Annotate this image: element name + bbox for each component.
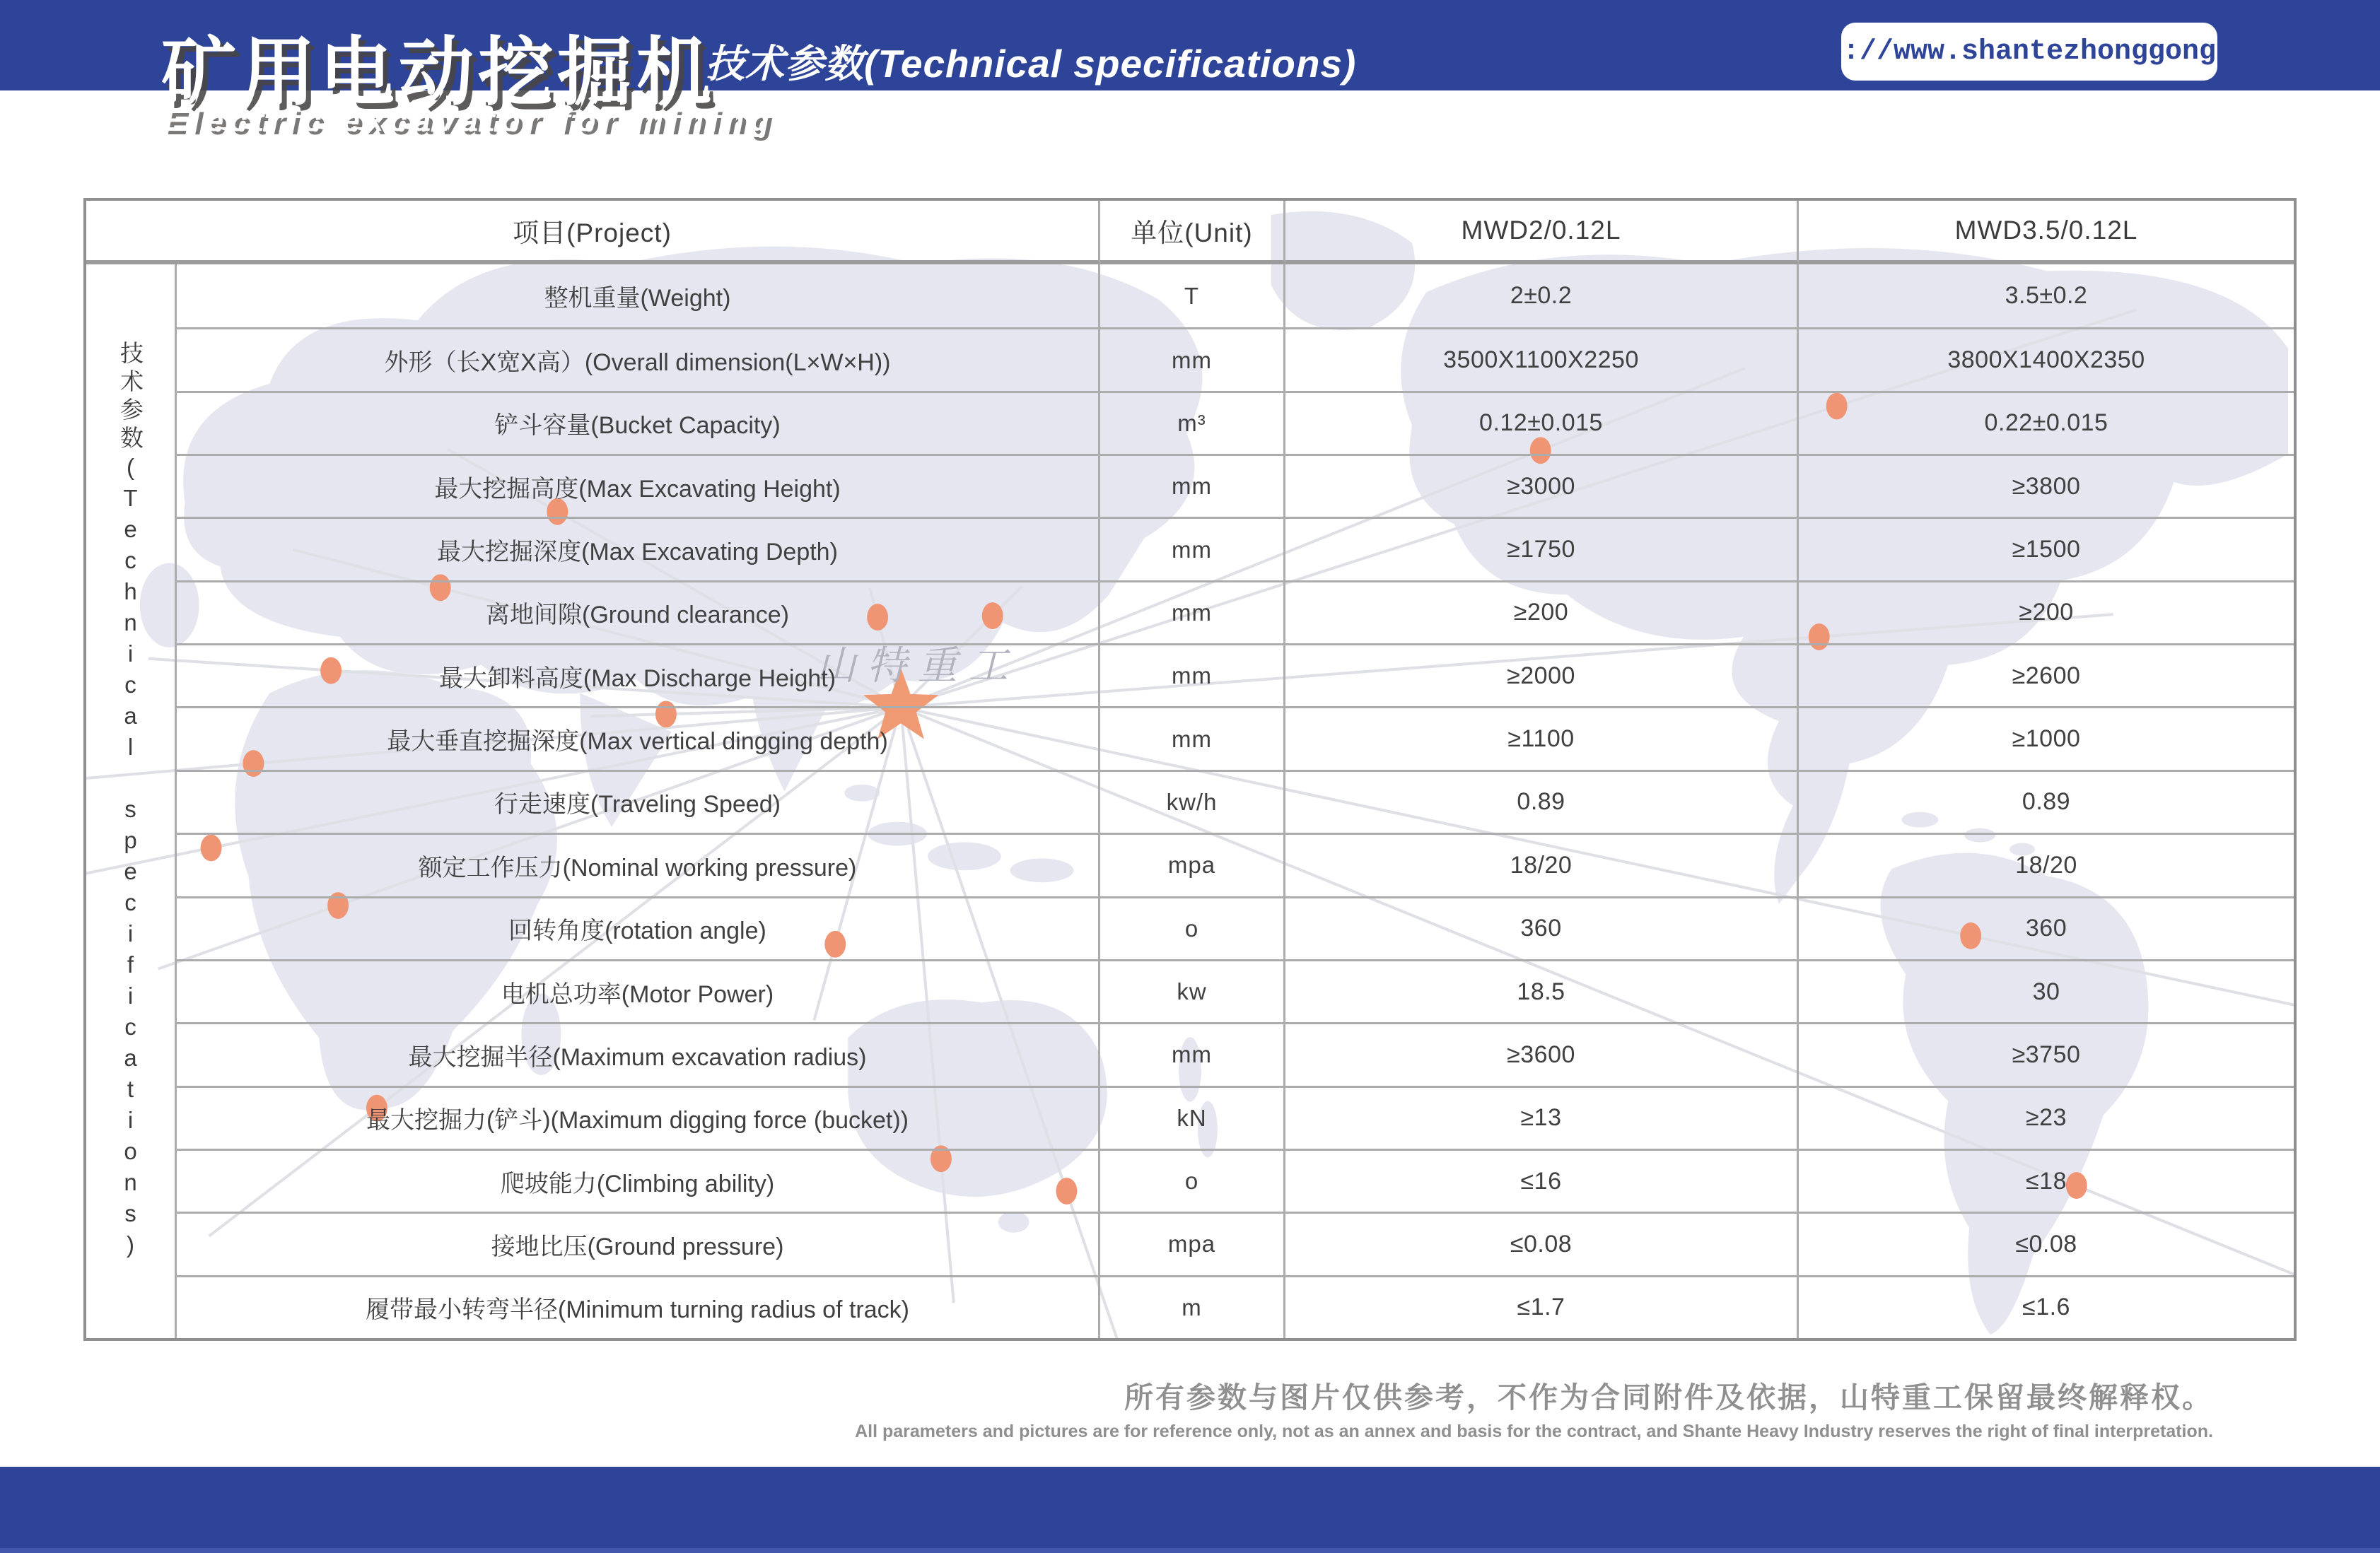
row-label-17: 履带最小转弯半径(Minimum turning radius of track) bbox=[177, 1275, 1100, 1338]
row-label-11: 回转角度(rotation angle) bbox=[177, 896, 1100, 959]
disclaimer-cn: 所有参数与图片仅供参考，不作为合同附件及依据，山特重工保留最终解释权。 bbox=[1124, 1381, 2213, 1414]
row-unit-6: mm bbox=[1100, 580, 1285, 643]
col-header-model-mwd2: MWD2/0.12L bbox=[1285, 201, 1799, 264]
row-value-mwd2-14: ≥13 bbox=[1285, 1086, 1799, 1149]
row-unit-4: mm bbox=[1100, 454, 1285, 517]
row-unit-14: kN bbox=[1100, 1086, 1285, 1149]
side-label-cell bbox=[86, 264, 177, 1338]
row-value-mwd35-9: 0.89 bbox=[1799, 770, 2294, 833]
row-unit-2: mm bbox=[1100, 327, 1285, 390]
row-value-mwd2-2: 3500X1100X2250 bbox=[1285, 327, 1799, 390]
row-label-15: 爬坡能力(Climbing ability) bbox=[177, 1149, 1100, 1212]
row-value-mwd2-12: 18.5 bbox=[1285, 959, 1799, 1022]
row-label-9: 行走速度(Traveling Speed) bbox=[177, 770, 1100, 833]
row-unit-10: mpa bbox=[1100, 833, 1285, 896]
row-unit-16: mpa bbox=[1100, 1212, 1285, 1274]
row-unit-13: mm bbox=[1100, 1022, 1285, 1085]
section-title: 技术参数(Technical specifications) bbox=[706, 42, 1357, 86]
row-value-mwd35-8: ≥1000 bbox=[1799, 706, 2294, 769]
row-value-mwd2-8: ≥1100 bbox=[1285, 706, 1799, 769]
row-unit-3: m³ bbox=[1100, 391, 1285, 454]
row-value-mwd35-4: ≥3800 bbox=[1799, 454, 2294, 517]
row-value-mwd2-17: ≤1.7 bbox=[1285, 1275, 1799, 1338]
row-value-mwd35-7: ≥2600 bbox=[1799, 643, 2294, 706]
row-value-mwd2-7: ≥2000 bbox=[1285, 643, 1799, 706]
disclaimer bbox=[855, 1374, 2213, 1442]
row-unit-8: mm bbox=[1100, 706, 1285, 769]
row-value-mwd35-14: ≥23 bbox=[1799, 1086, 2294, 1149]
watermark-text: 山特重工 bbox=[816, 643, 1020, 688]
row-label-1: 整机重量(Weight) bbox=[177, 264, 1100, 327]
disclaimer-en: All parameters and pictures are for reference only, not as an annex and basis for the contract, and Shante Heavy Industry reserves the right of final interpretation. bbox=[855, 1422, 2213, 1441]
row-value-mwd2-1: 2±0.2 bbox=[1285, 264, 1799, 327]
website-url: Http://www.shantezhonggong.com bbox=[1774, 35, 2285, 68]
row-label-6: 离地间隙(Ground clearance) bbox=[177, 580, 1100, 643]
row-value-mwd35-13: ≥3750 bbox=[1799, 1022, 2294, 1085]
row-label-8: 最大垂直挖掘深度(Max vertical dingging depth) bbox=[177, 706, 1100, 769]
row-label-14: 最大挖掘力(铲斗)(Maximum digging force (bucket)) bbox=[177, 1086, 1100, 1149]
row-label-5: 最大挖掘深度(Max Excavating Depth) bbox=[177, 517, 1100, 580]
row-value-mwd2-16: ≤0.08 bbox=[1285, 1212, 1799, 1274]
row-label-10: 额定工作压力(Nominal working pressure) bbox=[177, 833, 1100, 896]
spec-grid bbox=[86, 201, 2294, 1338]
side-label-vertical: 技术参数(Technical specifications) bbox=[117, 340, 144, 1262]
row-value-mwd35-12: 30 bbox=[1799, 959, 2294, 1022]
footer-bar bbox=[0, 1467, 2380, 1553]
row-label-3: 铲斗容量(Bucket Capacity) bbox=[177, 391, 1100, 454]
row-unit-12: kw bbox=[1100, 959, 1285, 1022]
col-header-project: 项目(Project) bbox=[86, 201, 1100, 264]
row-value-mwd35-15: ≤18 bbox=[1799, 1149, 2294, 1212]
brand-title-cn: 矿用电动挖掘机 bbox=[161, 31, 716, 115]
row-unit-9: kw/h bbox=[1100, 770, 1285, 833]
footer-strip bbox=[0, 1548, 2380, 1553]
col-header-unit: 单位(Unit) bbox=[1100, 201, 1285, 264]
row-value-mwd2-13: ≥3600 bbox=[1285, 1022, 1799, 1085]
row-value-mwd35-2: 3800X1400X2350 bbox=[1799, 327, 2294, 390]
row-value-mwd2-5: ≥1750 bbox=[1285, 517, 1799, 580]
row-label-2: 外形（长X宽X高）(Overall dimension(L×W×H)) bbox=[177, 327, 1100, 390]
row-value-mwd2-9: 0.89 bbox=[1285, 770, 1799, 833]
row-value-mwd2-10: 18/20 bbox=[1285, 833, 1799, 896]
row-unit-17: m bbox=[1100, 1275, 1285, 1338]
row-label-13: 最大挖掘半径(Maximum excavation radius) bbox=[177, 1022, 1100, 1085]
row-label-16: 接地比压(Ground pressure) bbox=[177, 1212, 1100, 1274]
row-value-mwd2-11: 360 bbox=[1285, 896, 1799, 959]
brand-title-en: Electric excavator for mining bbox=[164, 103, 776, 138]
row-unit-5: mm bbox=[1100, 517, 1285, 580]
row-label-4: 最大挖掘高度(Max Excavating Height) bbox=[177, 454, 1100, 517]
row-label-12: 电机总功率(Motor Power) bbox=[177, 959, 1100, 1022]
row-unit-11: o bbox=[1100, 896, 1285, 959]
row-value-mwd35-11: 360 bbox=[1799, 896, 2294, 959]
row-unit-15: o bbox=[1100, 1149, 1285, 1212]
row-value-mwd35-10: 18/20 bbox=[1799, 833, 2294, 896]
row-unit-1: T bbox=[1100, 264, 1285, 327]
row-value-mwd2-6: ≥200 bbox=[1285, 580, 1799, 643]
website-badge bbox=[1774, 23, 2285, 81]
row-value-mwd35-17: ≤1.6 bbox=[1799, 1275, 2294, 1338]
row-value-mwd35-6: ≥200 bbox=[1799, 580, 2294, 643]
row-value-mwd35-1: 3.5±0.2 bbox=[2005, 282, 2088, 310]
row-value-mwd35-3: 0.22±0.015 bbox=[1799, 391, 2294, 454]
spec-table bbox=[83, 198, 2297, 1341]
row-unit-7: mm bbox=[1100, 643, 1285, 706]
row-value-mwd2-4: ≥3000 bbox=[1285, 454, 1799, 517]
row-label-7: 最大卸料高度(Max Discharge Height) bbox=[177, 643, 1100, 706]
row-value-mwd35-16: ≤0.08 bbox=[1799, 1212, 2294, 1274]
row-value-mwd35-5: ≥1500 bbox=[1799, 517, 2294, 580]
col-header-model-mwd35: MWD3.5/0.12L bbox=[1799, 201, 2294, 264]
row-value-mwd2-3: 0.12±0.015 bbox=[1285, 391, 1799, 454]
row-value-mwd2-15: ≤16 bbox=[1285, 1149, 1799, 1212]
